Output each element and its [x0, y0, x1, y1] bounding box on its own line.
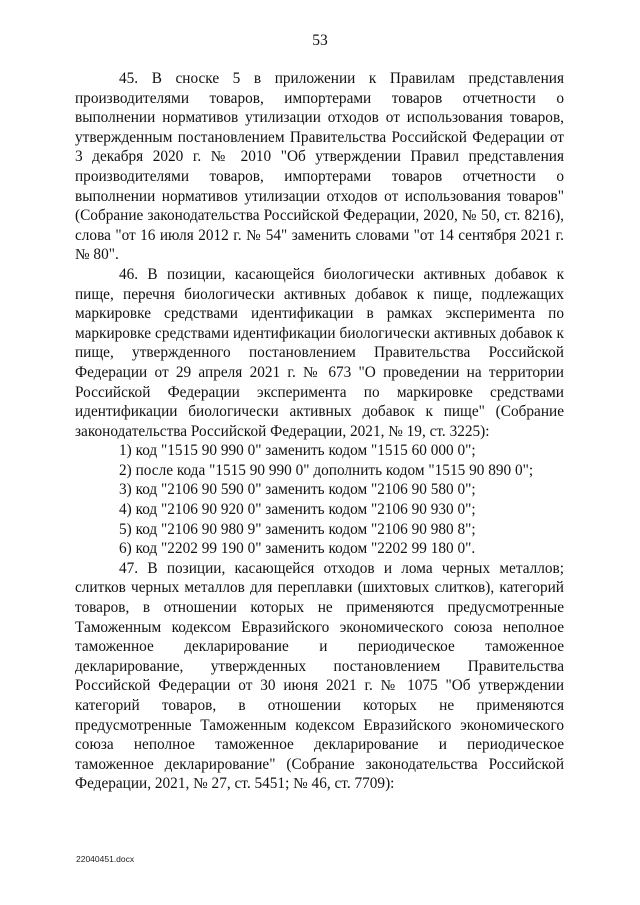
list-item: 1) код "1515 90 990 0" заменить кодом "1515 60 000 0";	[119, 442, 476, 460]
footer-filename: 22040451.docx	[76, 854, 135, 864]
paragraph-46: 46. В позиции, касающейся биологически активных добавок к пище, перечня биологически активных добавок к пище, подлежащих маркировке средствами идентификации в рамках эксперимента по маркировке средствами идентификации биологически активных добавок к пище, утвержденного постановлением Правительства Российской Федерации от 29 апреля 2021 г. № 673 "О проведении на территории Российской Федерации эксперимента по маркировке средствами идентификации биологически активных добавок к пище" (Собрание законодательства Российской Федерации, 2021, № 19, ст. 3225):	[75, 265, 564, 440]
paragraph-47: 47. В позиции, касающейся отходов и лома черных металлов; слитков черных металлов для переплавки (шихтовых слитков), категорий товаров, в отношении которых не применяются предусмотренные Таможенным кодексом Евразийского экономического союза неполное таможенное декларирование и периодическое таможенное декларирование, утвержденных постановлением Правительства Российской Федерации от 30 июня 2021 г. № 1075 "Об утверждении категорий товаров, в отношении которых не применяются предусмотренные Таможенным кодексом Евразийского экономического союза неполное таможенное декларирование и периодическое таможенное декларирование" (Собрание законодательства Российской Федерации, 2021, № 27, ст. 5451; № 46, ст. 7709):	[75, 559, 564, 793]
list-item: 4) код "2106 90 920 0" заменить кодом "2106 90 930 0";	[119, 501, 476, 519]
list-item: 5) код "2106 90 980 9" заменить кодом "2106 90 980 8";	[119, 520, 476, 538]
list-item: 3) код "2106 90 590 0" заменить кодом "2106 90 580 0";	[119, 481, 476, 499]
paragraph-45: 45. В сноске 5 в приложении к Правилам представления производителями товаров, импортерами товаров отчетности о выполнении нормативов утилизации отходов от использования товаров, утвержденным постановлением Правительства Российской Федерации от 3 декабря 2020 г. № 2010 "Об утверждении Правил представления производителями товаров, импортерами товаров отчетности о выполнении нормативов утилизации отходов от использования товаров" (Собрание законодательства Российской Федерации, 2020, № 50, ст. 8216), слова "от 16 июля 2012 г. № 54" заменить словами "от 14 сентября 2021 г. № 80".	[75, 70, 564, 264]
list-item: 2) после кода "1515 90 990 0" дополнить кодом "1515 90 890 0";	[119, 461, 534, 479]
document-body	[75, 69, 564, 794]
list-item: 6) код "2202 99 190 0" заменить кодом "2202 99 180 0".	[119, 540, 476, 558]
page-number: 53	[312, 32, 328, 49]
